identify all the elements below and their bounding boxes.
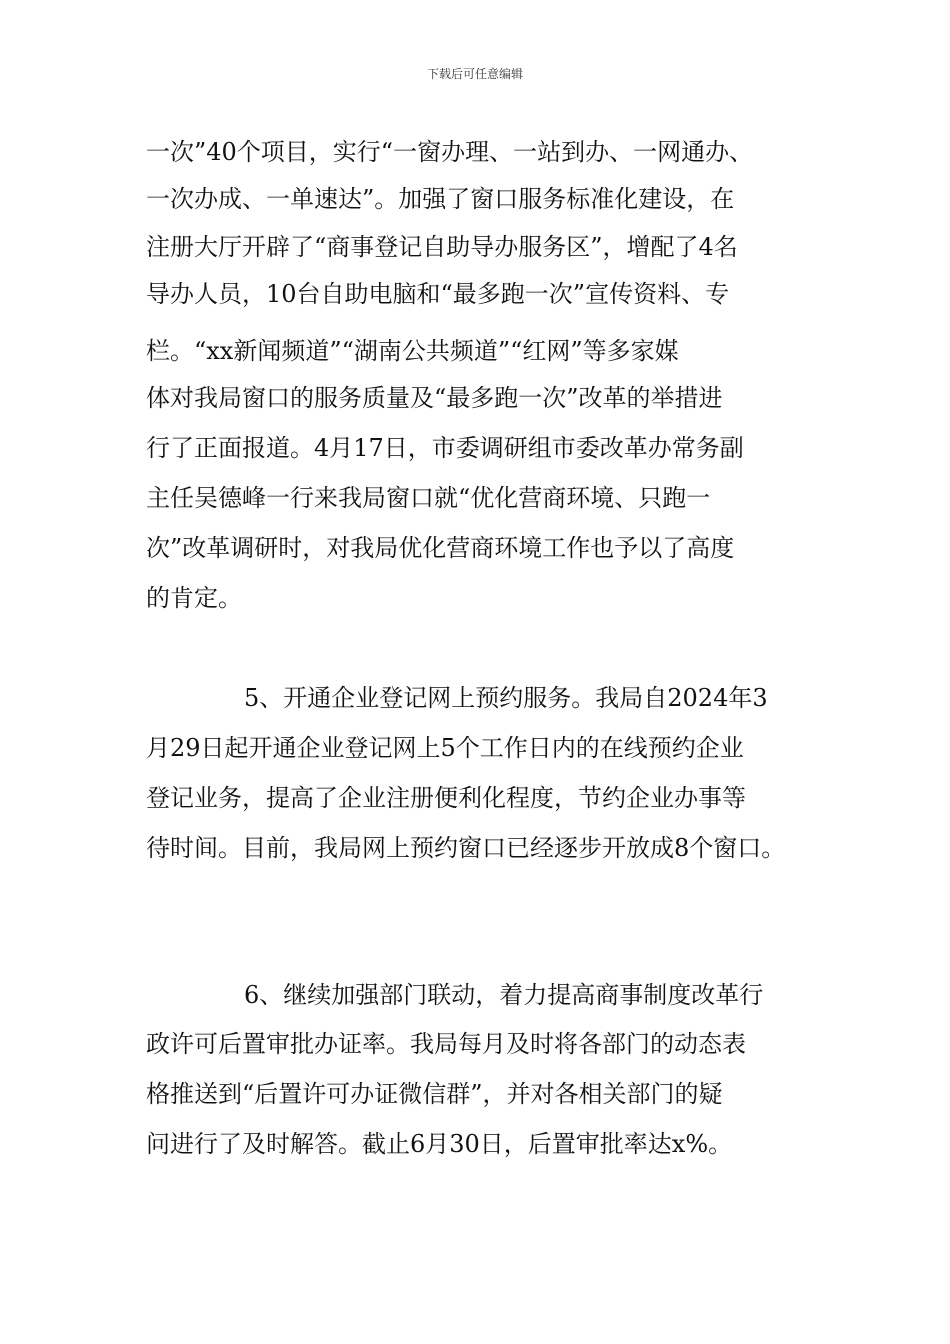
text-line: 导办人员，10台自助电脑和“最多跑一次”宣传资料、专 [146, 280, 730, 308]
text-line: 5、开通企业登记网上预约服务。我局自2024年3 [244, 684, 768, 712]
text-line: 行了正面报道。4月17日，市委调研组市委改革办常务副 [146, 434, 744, 462]
text-line: 问进行了及时解答。截止6月30日，后置审批率达x%。 [146, 1130, 733, 1158]
text-line: 6、继续加强部门联动，着力提高商事制度改革行 [244, 981, 764, 1009]
text-line: 待时间。目前，我局网上预约窗口已经逐步开放成8个窗口。 [146, 834, 786, 862]
page-header: 下载后可任意编辑 [426, 67, 523, 81]
text-line: 一次”40个项目，实行“一窗办理、一站到办、一网通办、 [146, 138, 754, 166]
text-line: 登记业务，提高了企业注册便利化程度，节约企业办事等 [146, 784, 746, 812]
text-line: 注册大厅开辟了“商事登记自助导办服务区”，增配了4名 [146, 233, 738, 261]
text-line: 体对我局窗口的服务质量及“最多跑一次”改革的举措进 [146, 384, 723, 412]
text-line: 的肯定。 [146, 584, 242, 612]
text-line: 栏。“xx新闻频道”“湖南公共频道”“红网”等多家媒 [146, 337, 679, 365]
text-line: 一次办成、一单速达”。加强了窗口服务标准化建设，在 [146, 185, 735, 213]
text-line: 次”改革调研时，对我局优化营商环境工作也予以了高度 [146, 534, 735, 562]
text-line: 政许可后置审批办证率。我局每月及时将各部门的动态表 [146, 1030, 746, 1058]
text-line: 格推送到“后置许可办证微信群”，并对各相关部门的疑 [146, 1080, 723, 1108]
text-line: 月29日起开通企业登记网上5个工作日内的在线预约企业 [146, 734, 744, 762]
text-line: 主任吴德峰一行来我局窗口就“优化营商环境、只跑一 [146, 484, 711, 512]
